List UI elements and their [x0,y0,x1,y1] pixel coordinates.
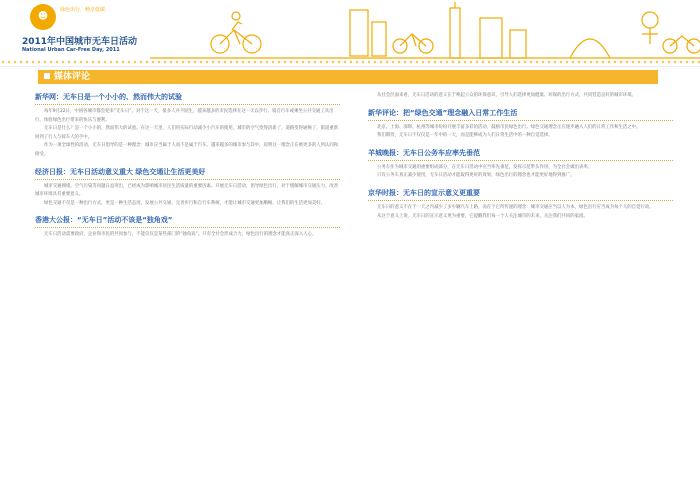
section-header-bar [38,70,658,84]
square-bullet-icon [44,73,50,79]
logo-subtitle: National Urban Car-Free Day, 2011 [22,47,120,53]
article-title: 新华网：无车日是一个小小的、然而伟大的试验 [35,93,182,101]
title-rule [35,104,340,105]
car-free-day-logo [22,4,138,56]
article-paragraph: 无车日活动需要政府、企业和市民的共同参与，不能仅仅是某些部门的“独角戏”。只有全社会形成合力，绿色出行的理念才能真正深入人心。 [44,232,317,238]
article-paragraph: 无车日的意义不在于一天之内减少了多少辆汽车上路，而在于它所传递的理念：城市交通应当以人为本，绿色出行应当成为每个人的自觉行动。 [377,204,654,210]
article-paragraph: 公务车作为城市交通的重要组成部分，在无车日活动中应当率先垂范，发挥示范带头作用，为全社会做出表率。 [377,164,593,170]
article-paragraph: 只有公务车真正减少使用，无车日活动才能取得更好的效果，绿色出行的理念也才能更好地得到推广。 [377,173,575,179]
header-divider [0,66,700,67]
logo-title: 2011年中国城市无车日活动 [22,37,138,47]
article-title: 香港大公报：“无车日”活动不该是“独角戏” [35,216,173,225]
section-title-text: 媒体评论 [54,72,91,82]
article-title: 经济日报：无车日活动意义重大 绿色交通让生活更美好 [35,167,206,176]
article-paragraph: 作为一项全球性的活动，无车日倡导的是一种理念：城市应当属于人而不是属于汽车。越来越多的城市参与其中，说明这一理念正在被更多的人所认同和接受。 [35,143,339,157]
article-paragraph: 从社会层面来看，无车日活动的意义在于唤起公众的环保意识，引导人们选择更加健康、环保的出行方式，共同营造良好的城市环境。 [377,93,637,98]
title-rule [368,160,673,161]
dotted-border [0,60,700,64]
article-paragraph: 每年9月22日，中国各城市都会迎来“无车日”。对于这一天，很多人并不陌生，越来越多的市民选择在这一天以步行、骑自行车或乘坐公共交通工具出行，体验绿色出行带来的快乐与便利。 [35,109,334,123]
article-paragraph: 无车日是什么？是一个小小的、然而伟大的试验。在这一天里，人们用实际行动减少小汽车的使用，城市的空气变得清新了，道路变得通畅了，街道重新回到了行人与骑车人的手中。 [35,126,339,140]
article-paragraph: 我们期待，无车日不仅仅是一年中的一天，而是能够成为人们日常生活中的一种自觉选择。 [377,133,553,139]
title-rule [35,227,340,228]
article-title: 京华时报：无车日的宣示意义更重要 [368,188,480,197]
logo-slogan: 绿色出行，畅享低碳 [60,7,106,13]
logo-badge-icon: ☻ [30,4,56,30]
page-header [0,0,700,62]
article-paragraph: 北京、上海、深圳、杭州等城市纷纷开展丰富多彩的活动，鼓励市民绿色出行。绿色交通理念正在逐步融入人们的日常工作和生活之中。 [377,124,641,130]
cyclist-city-skyline-icon [150,0,700,62]
article-paragraph: 从这个意义上说，无车日的宣示意义更为重要，它提醒我们每一个人关注城市的未来，关注我们共同的家园。 [377,213,588,219]
title-rule [35,179,340,180]
article-paragraph: 绿色交通不仅是一种出行方式，更是一种生活态度。发展公共交通、完善步行和自行车系统，才能让城市交通更加顺畅，让我们的生活更加美好。 [44,200,326,206]
article-title: 新华评论：把“绿色交通”理念融入日常工作生活 [368,108,518,117]
article-paragraph: 城市交通拥堵、空气污染等问题日益突出，已经成为影响城市居民生活质量的重要因素。开展无车日活动，倡导绿色出行，对于缓解城市交通压力、改善城市环境具有重要意义。 [35,183,339,198]
left-column [35,92,340,240]
right-column [368,92,673,221]
title-rule [368,120,673,121]
article-title: 羊城晚报：无车日公务车应率先垂范 [368,148,480,157]
title-rule [368,200,673,201]
section-title [44,70,90,84]
